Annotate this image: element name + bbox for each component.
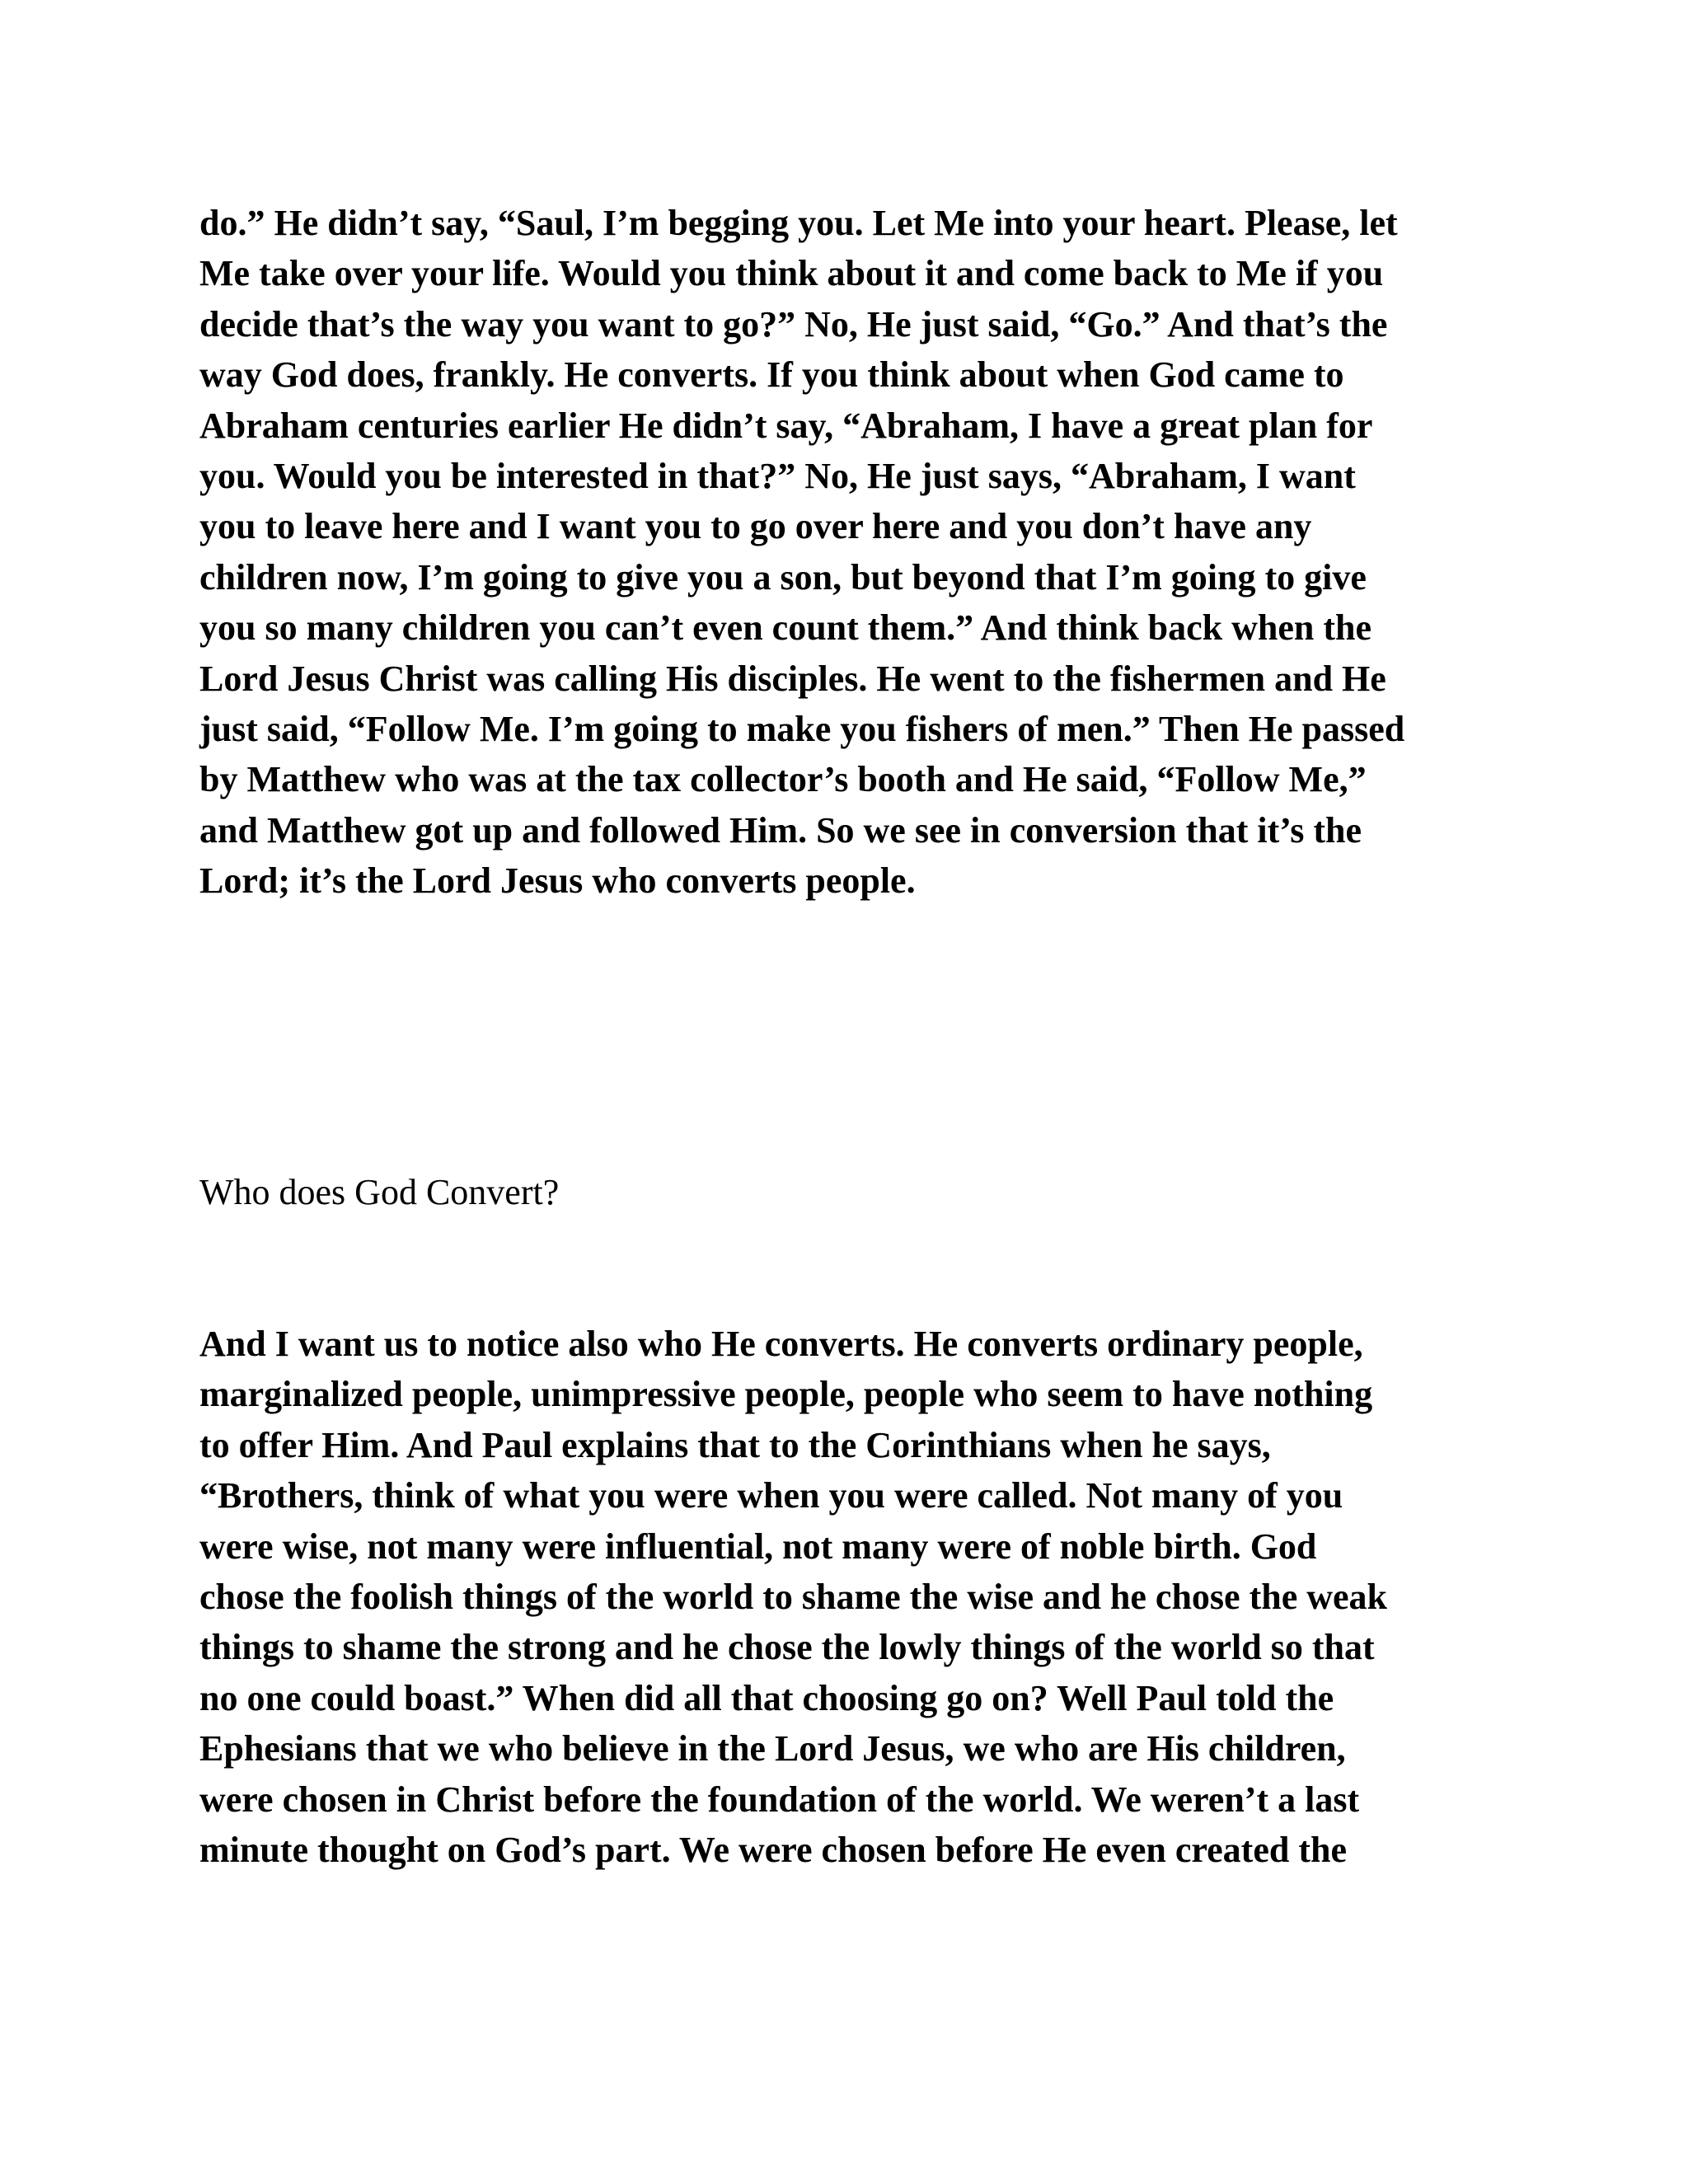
paragraph-line: Ephesians that we who believe in the Lord Jesus, we who are His children, — [199, 1728, 1346, 1769]
paragraph-line: Me take over your life. Would you think about it and come back to Me if you — [199, 253, 1384, 294]
paragraph-line: just said, “Follow Me. I’m going to make you fishers of men.” Then He passed — [199, 709, 1405, 750]
paragraph-line: children now, I’m going to give you a son, but beyond that I’m going to give — [199, 556, 1367, 598]
section-heading: Who does God Convert? — [199, 1172, 560, 1212]
paragraph-line: things to shame the strong and he chose the lowly things of the world so that — [199, 1627, 1375, 1668]
paragraph-line: minute thought on God’s part. We were chosen before He even created the — [199, 1830, 1347, 1871]
paragraph-line: no one could boast.” When did all that choosing go on? Well Paul told the — [199, 1677, 1334, 1718]
paragraph-line: to offer Him. And Paul explains that to the Corinthians when he says, — [199, 1424, 1271, 1465]
paragraph-line: you so many children you can’t even count them.” And think back when the — [199, 607, 1372, 649]
paragraph-line: decide that’s the way you want to go?” No, He just said, “Go.” And that’s the — [199, 303, 1388, 344]
paragraph-conversion — [199, 198, 1518, 907]
paragraph-who-converts — [199, 1319, 1518, 1875]
paragraph-line: And I want us to notice also who He converts. He converts ordinary people, — [199, 1324, 1363, 1364]
paragraph-line: marginalized people, unimpressive people, people who seem to have nothing — [199, 1374, 1373, 1415]
paragraph-line: chose the foolish things of the world to shame the wise and he chose the weak — [199, 1577, 1387, 1618]
paragraph-line: Lord Jesus Christ was calling His disciples. He went to the fishermen and He — [199, 658, 1386, 699]
paragraph-line: “Brothers, think of what you were when you were called. Not many of you — [199, 1475, 1343, 1516]
paragraph-line: way God does, frankly. He converts. If you think about when God came to — [199, 354, 1344, 396]
paragraph-line: you. Would you be interested in that?” No, He just says, “Abraham, I want — [199, 456, 1356, 497]
paragraph-line: you to leave here and I want you to go over here and you don’t have any — [199, 506, 1312, 547]
paragraph-line: do.” He didn’t say, “Saul, I’m begging you. Let Me into your heart. Please, let — [199, 203, 1398, 243]
paragraph-line: were wise, not many were influential, not many were of noble birth. God — [199, 1526, 1317, 1567]
paragraph-line: Lord; it’s the Lord Jesus who converts people. — [199, 860, 916, 902]
paragraph-line: Abraham centuries earlier He didn’t say, “Abraham, I have a great plan for — [199, 405, 1373, 446]
paragraph-line: by Matthew who was at the tax collector’s booth and He said, “Follow Me,” — [199, 759, 1367, 800]
paragraph-line: were chosen in Christ before the foundation of the world. We weren’t a last — [199, 1779, 1360, 1820]
paragraph-line: and Matthew got up and followed Him. So we see in conversion that it’s the — [199, 809, 1362, 851]
